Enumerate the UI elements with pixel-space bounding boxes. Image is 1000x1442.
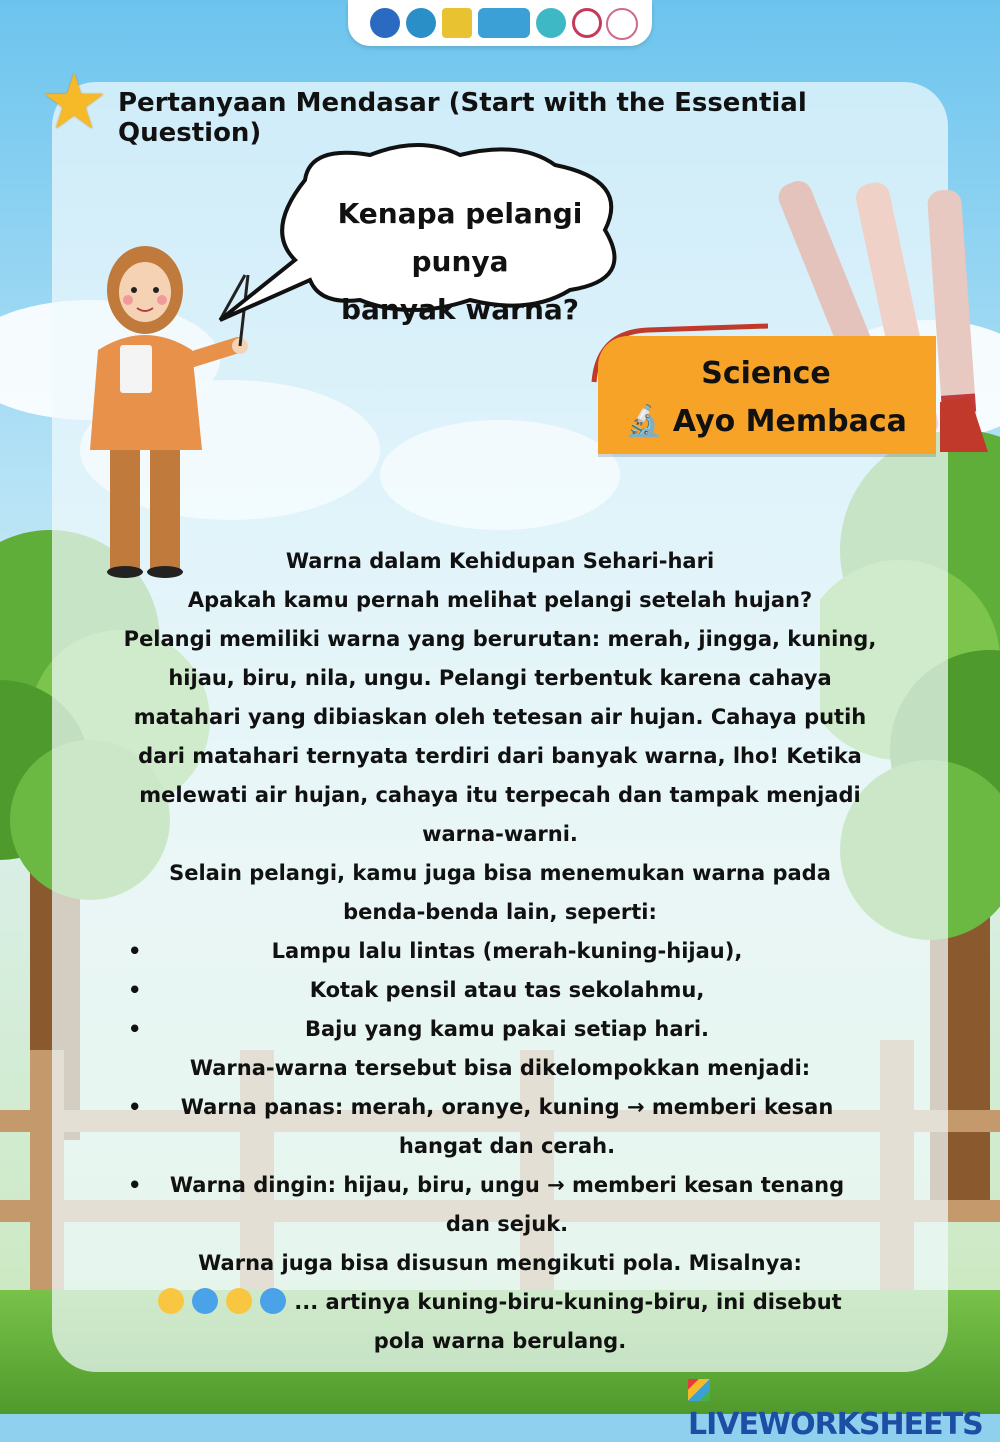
bullet-icon: • [128,1095,142,1119]
pattern-intro: Warna juga bisa disusun mengikuti pola. Misalnya: [198,1251,802,1275]
bullet-icon: • [128,978,142,1002]
speech-line-1: Kenapa pelangi punya [337,197,583,278]
pattern-dot-icon [260,1288,286,1314]
list-item-text: Warna dingin: hijau, biru, ungu → memberi kesan tenang dan sejuk. [169,1173,845,1236]
list-item-text: Kotak pensil atau tas sekolahmu, [309,978,705,1002]
bullet-icon: • [128,1017,142,1041]
kampus-merdeka-logo [478,8,530,38]
bullet-icon: • [128,1173,142,1197]
logo-bar [348,0,652,46]
subject-card-text [598,350,934,446]
pattern-dots [158,1290,294,1314]
examples-list [100,932,900,1049]
pattern-dot-icon [226,1288,252,1314]
list-item [100,932,900,971]
reading-paragraph-2: Selain pelangi, kamu juga bisa menemukan warna pada benda-benda lain, seperti: [169,861,831,924]
list-item [100,1088,900,1166]
watermark-text: LIVEWORKSHEETS [688,1407,983,1442]
kemendikbud-logo [370,8,400,38]
activity-row [598,398,934,446]
list-item [100,971,900,1010]
microscope-icon: 🔬 [625,404,663,439]
blu-logo [406,8,436,38]
grouping-intro: Warna-warna tersebut bisa dikelompokkan menjadi: [189,1056,811,1080]
activity-label: Ayo Membaca [672,404,907,439]
reading-title: Warna dalam Kehidupan Sehari-hari [285,549,715,573]
page-title: Pertanyaan Mendasar (Start with the Essential Question) [118,88,807,148]
pattern-dot-icon [158,1288,184,1314]
speech-bubble-text [290,190,630,334]
list-item [100,1166,900,1244]
lamdik-logo [572,8,602,38]
liveworksheets-logo-icon [688,1379,710,1401]
list-item-text: Lampu lalu lintas (merah-kuning-hijau), [271,939,743,963]
list-item [100,1010,900,1049]
reading-passage [100,542,900,1361]
university-logo [442,8,472,38]
list-item-text: Baju yang kamu pakai setiap hari. [304,1017,710,1041]
star-icon: ★ [40,57,109,146]
subject-label: Science [701,356,831,391]
pattern-dot-icon [192,1288,218,1314]
speech-line-2: banyak warna? [340,293,580,326]
reading-paragraph-1: Pelangi memiliki warna yang berurutan: merah, jingga, kuning, hijau, biru, nila, ungu. Pelangi terbentuk karena cahaya matahari yang dibiaskan oleh tetesan air hujan. Cahaya putih dari matahari ternyata terdiri dari banyak warna, lho! Ketika melewati air hujan, cahaya itu terpecah dan tampak menjadi warna-warni. [123,627,877,846]
s2-logo [536,8,566,38]
bullet-icon: • [128,939,142,963]
reading-question: Apakah kamu pernah melihat pelangi setelah hujan? [187,588,813,612]
list-item-text: Warna panas: merah, oranye, kuning → memberi kesan hangat dan cerah. [180,1095,834,1158]
groups-list [100,1088,900,1244]
pattern-example [100,1283,900,1361]
liveworksheets-watermark [688,1372,1000,1442]
pattern-text: ... artinya kuning-biru-kuning-biru, ini disebut pola warna berulang. [294,1290,842,1353]
acquin-logo [606,8,638,40]
